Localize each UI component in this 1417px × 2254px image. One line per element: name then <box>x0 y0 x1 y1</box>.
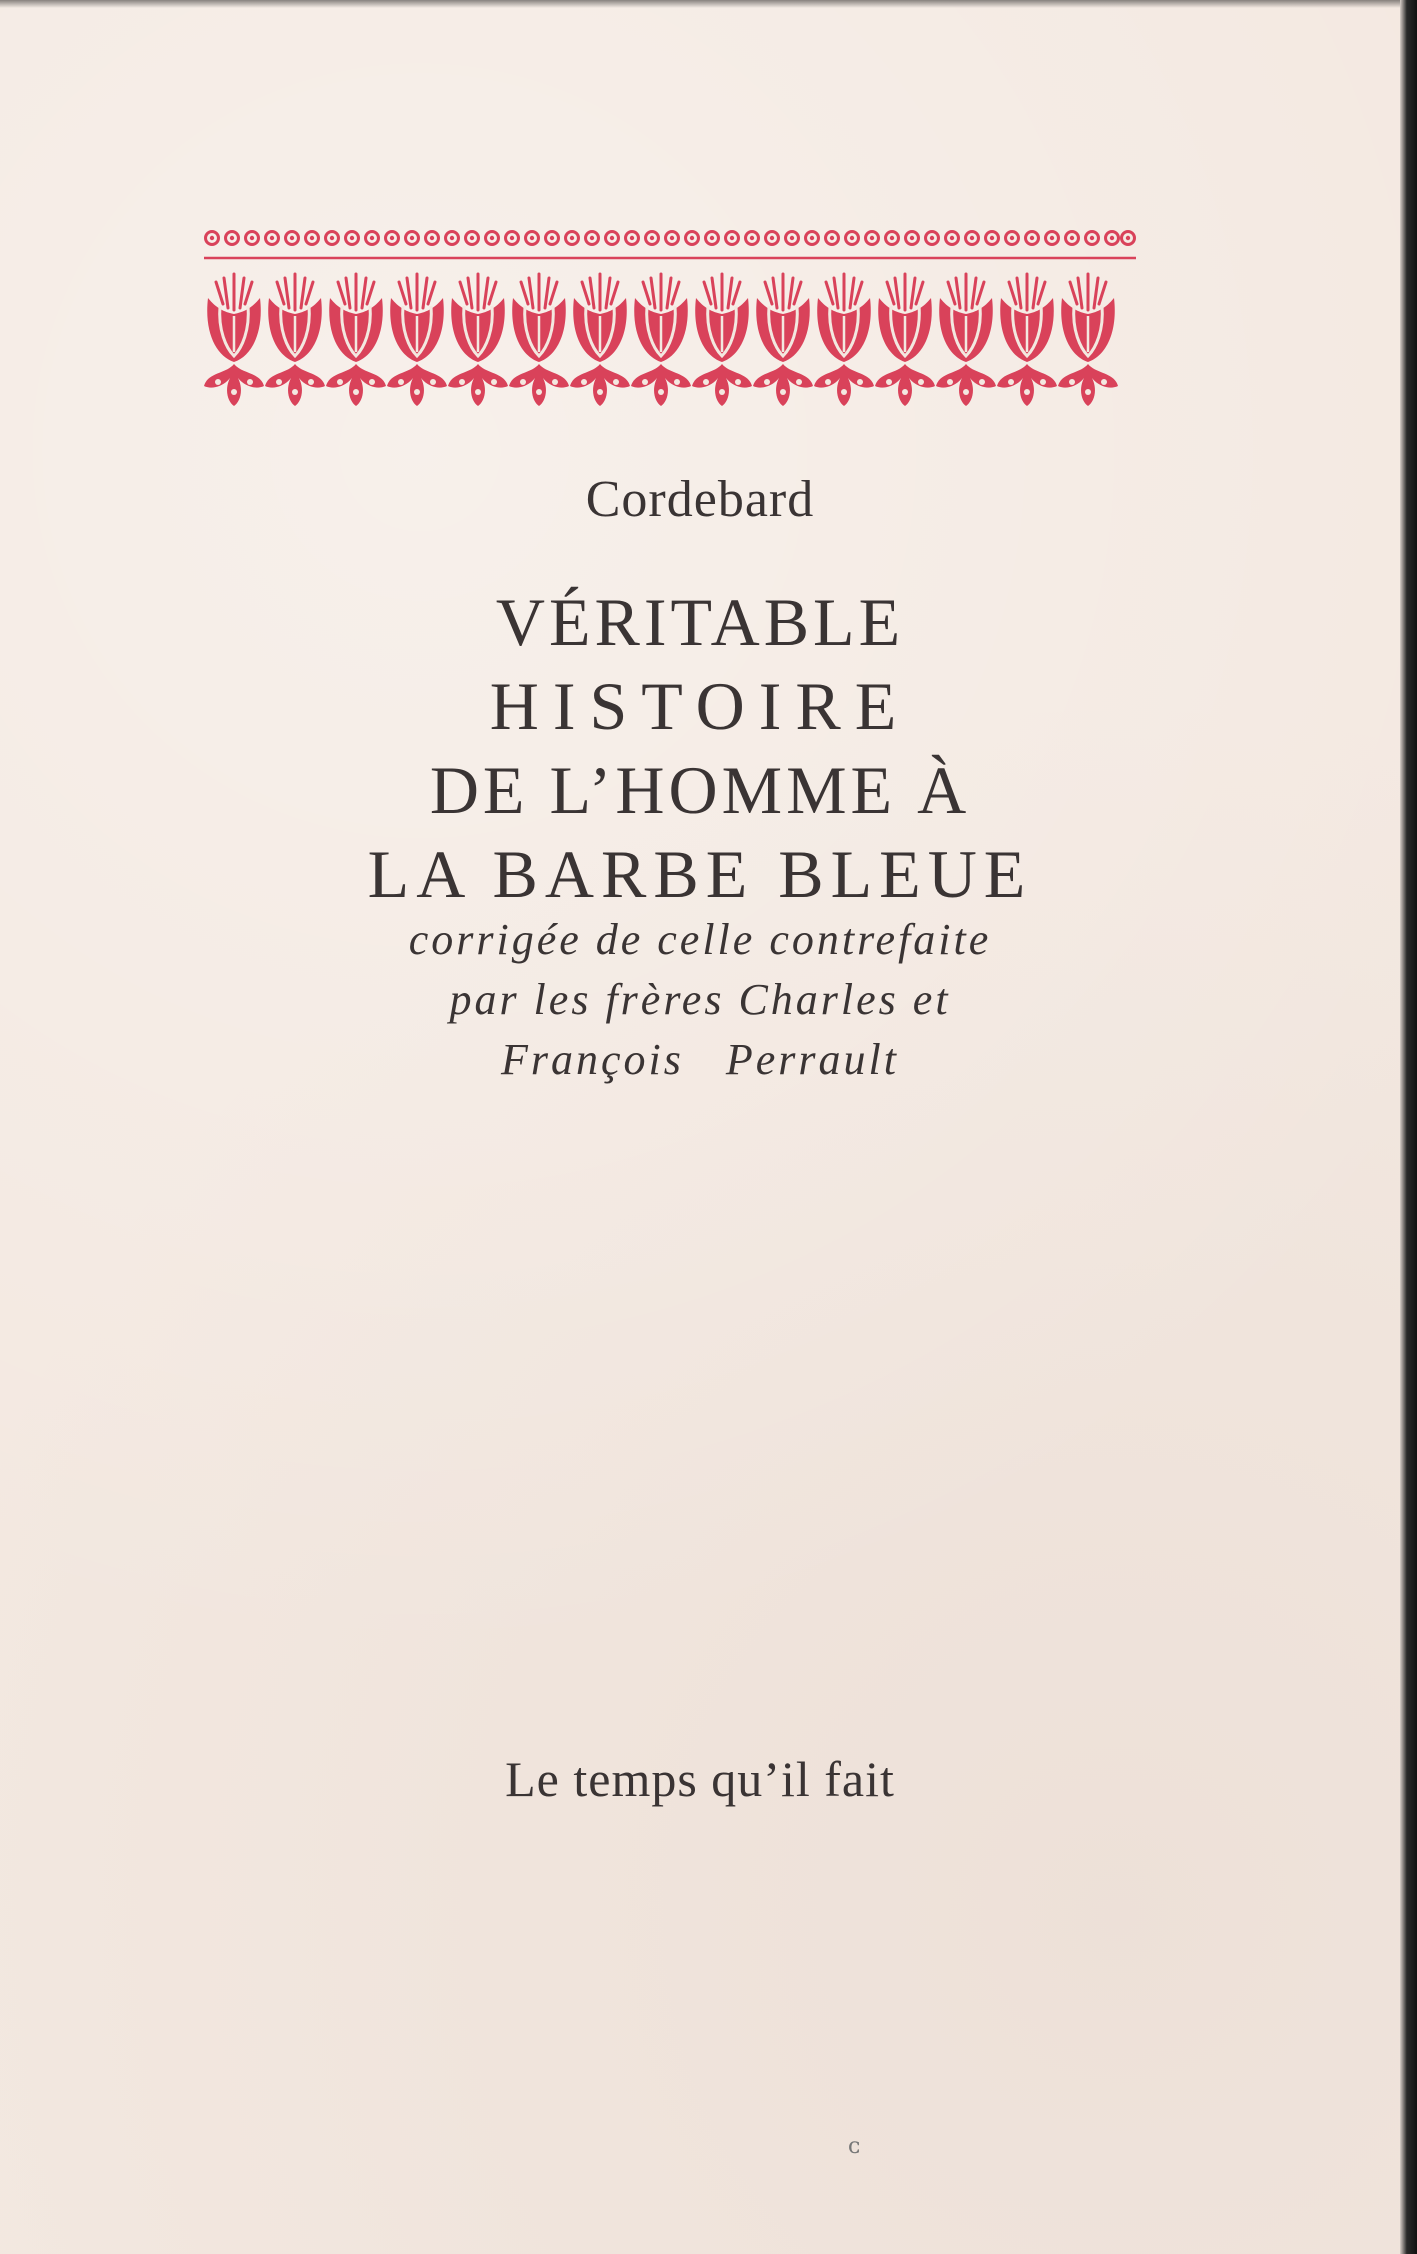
subtitle-line-1: corrigée de celle contrefaite <box>408 915 992 964</box>
subtitle-line-2: par les frères Charles et <box>449 975 951 1024</box>
title-line-4: LA BARBE BLEUE <box>367 836 1033 912</box>
title-line-1: VÉRITABLE <box>495 584 905 660</box>
publisher-name: Le temps qu’il fait <box>505 1751 895 1807</box>
book-title <box>0 580 1400 916</box>
bead-row <box>206 232 1135 245</box>
subtitle-line-3: François Perrault <box>501 1035 899 1084</box>
background-edge <box>1400 0 1417 2254</box>
tulip-row <box>204 274 1118 406</box>
author-name: Cordebard <box>585 471 815 528</box>
book-subtitle <box>0 910 1400 1090</box>
title-line-2: HISTOIRE <box>489 668 911 744</box>
top-edge-shadow <box>0 0 1400 8</box>
tulip-frieze-icon <box>204 228 1136 428</box>
paper-blemish: ᴄ <box>848 2134 861 2159</box>
title-line-3: DE L’HOMME À <box>429 752 971 828</box>
